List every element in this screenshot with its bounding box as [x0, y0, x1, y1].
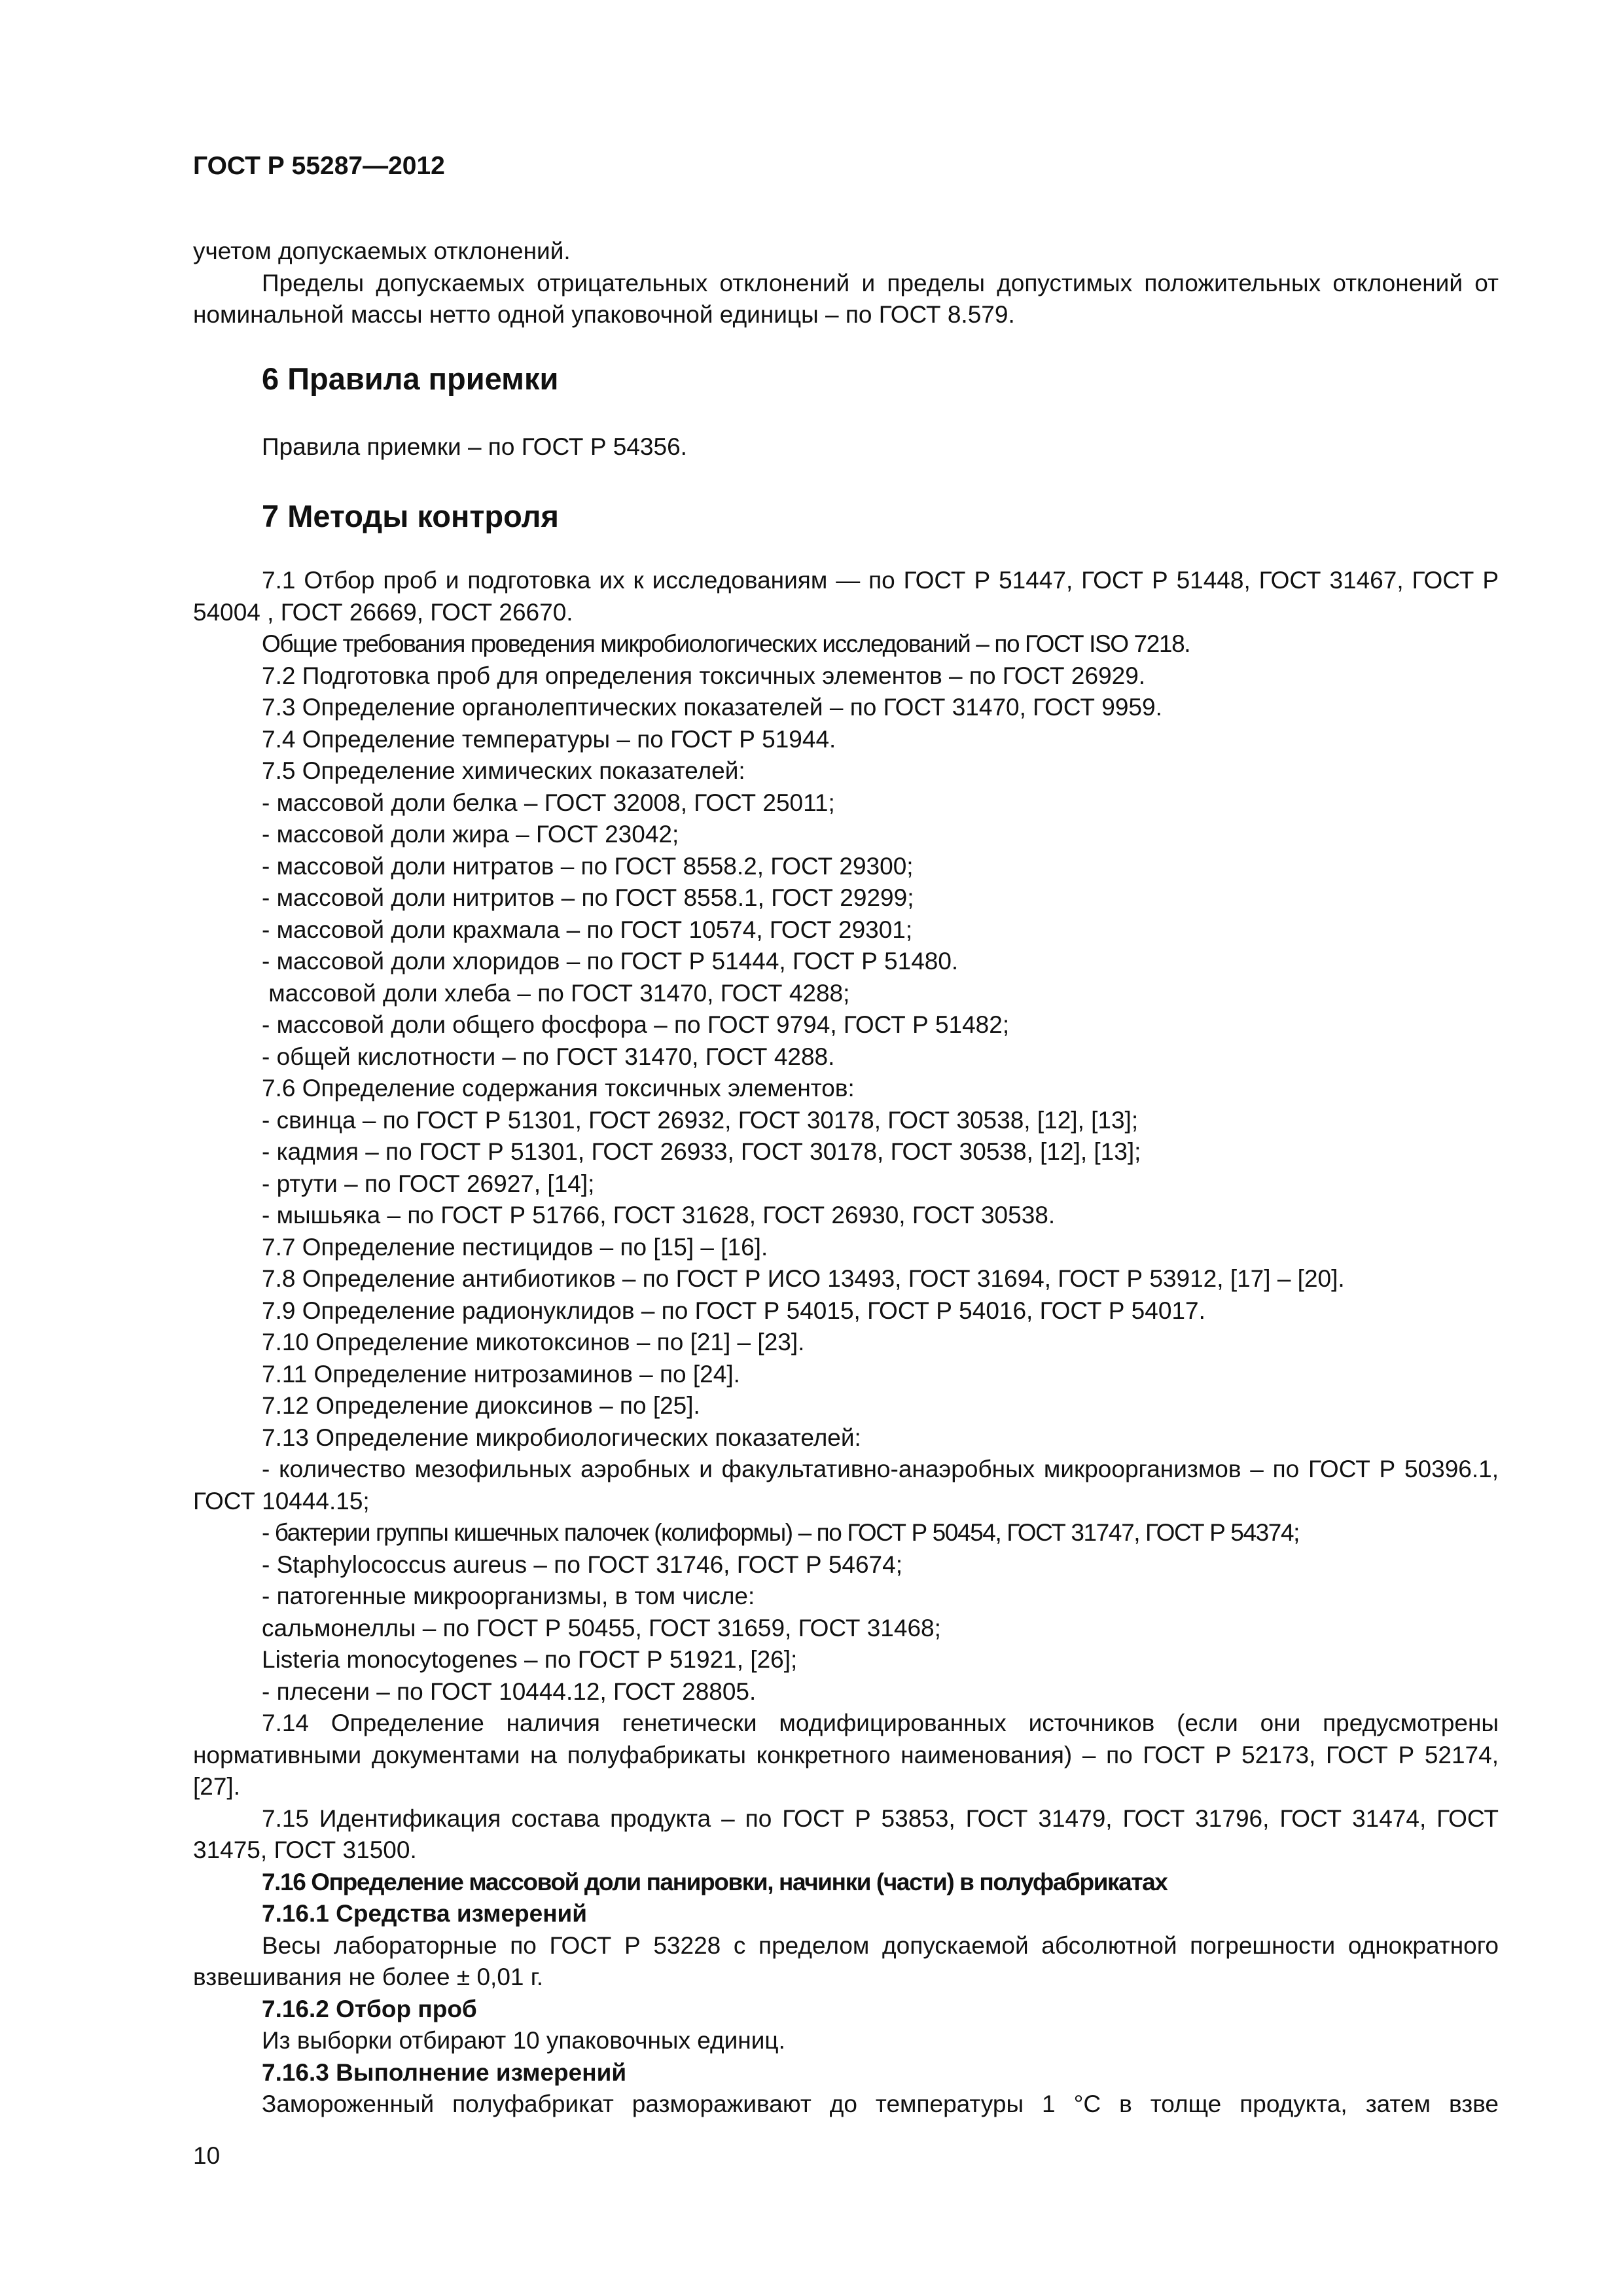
list-item: - бактерии группы кишечных палочек (колиформы) – по ГОСТ Р 50454, ГОСТ 31747, ГОСТ Р 54374;	[262, 1519, 1300, 1546]
list-item: - массовой доли крахмала – по ГОСТ 10574, ГОСТ 29301;	[262, 916, 913, 943]
clause-7-7: 7.7 Определение пестицидов – по [15] – [16].	[262, 1233, 768, 1261]
clause-7-16-2-heading: 7.16.2 Отбор проб	[262, 1995, 477, 2022]
section-6-heading: 6 Правила приемки	[262, 361, 559, 396]
list-item: - массовой доли общего фосфора – по ГОСТ 9794, ГОСТ Р 51482;	[262, 1011, 1010, 1038]
clause-7-14: 7.14 Определение наличия генетически модифицированных источников (если они предусмотрены нормативными документами на полуфабрикаты конкретного наименования) – по ГОСТ Р 52173, ГОСТ Р 52174, [27].	[193, 1710, 1499, 1800]
paragraph: Замороженный полуфабрикат размораживают до температуры 1 °С в толще продукта, затем взве	[262, 2090, 1499, 2117]
clause-7-1-general: Общие требования проведения микробиологических исследований – по ГОСТ ISO 7218.	[262, 630, 1190, 657]
list-item: - общей кислотности – по ГОСТ 31470, ГОСТ 4288.	[262, 1043, 835, 1070]
clause-7-13: 7.13 Определение микробиологических показателей:	[262, 1424, 861, 1451]
clause-7-15: 7.15 Идентификация состава продукта – по ГОСТ Р 53853, ГОСТ 31479, ГОСТ 31796, ГОСТ 31474, ГОСТ 31475, ГОСТ 31500.	[193, 1804, 1499, 1863]
list-item: - Staphylococcus aureus – по ГОСТ 31746, ГОСТ Р 54674;	[262, 1551, 902, 1578]
list-item: - массовой доли хлоридов – по ГОСТ Р 51444, ГОСТ Р 51480.	[262, 948, 959, 975]
list-item: - массовой доли жира – ГОСТ 23042;	[262, 821, 679, 848]
section-7-heading: 7 Методы контроля	[262, 499, 559, 533]
document-header: ГОСТ Р 55287—2012	[193, 152, 445, 180]
clause-7-3: 7.3 Определение органолептических показателей – по ГОСТ 31470, ГОСТ 9959.	[262, 694, 1162, 721]
paragraph: учетом допускаемых отклонений.	[193, 238, 571, 264]
clause-7-12: 7.12 Определение диоксинов – по [25].	[262, 1392, 700, 1419]
list-item: сальмонеллы – по ГОСТ Р 50455, ГОСТ 31659, ГОСТ 31468;	[262, 1614, 941, 1641]
list-item: - мышьяка – по ГОСТ Р 51766, ГОСТ 31628, ГОСТ 26930, ГОСТ 30538.	[262, 1202, 1056, 1229]
clause-7-2: 7.2 Подготовка проб для определения токсичных элементов – по ГОСТ 26929.	[262, 662, 1146, 689]
clause-7-1: 7.1 Отбор проб и подготовка их к исследованиям — по ГОСТ Р 51447, ГОСТ Р 51448, ГОСТ 31467, ГОСТ Р 54004 , ГОСТ 26669, ГОСТ 26670.	[193, 567, 1499, 626]
list-item: - ртути – по ГОСТ 26927, [14];	[262, 1170, 595, 1197]
page-content	[193, 236, 1499, 2121]
list-item: - кадмия – по ГОСТ Р 51301, ГОСТ 26933, ГОСТ 30178, ГОСТ 30538, [12], [13];	[262, 1138, 1141, 1165]
paragraph: Весы лабораторные по ГОСТ Р 53228 с пределом допускаемой абсолютной погрешности однократного взвешивания не более ± 0,01 г.	[193, 1931, 1499, 1990]
list-item: - массовой доли белка – ГОСТ 32008, ГОСТ 25011;	[262, 789, 835, 816]
paragraph: Пределы допускаемых отрицательных отклонений и пределы допустимых положительных отклонений от номинальной массы нетто одной упаковочной единицы – по ГОСТ 8.579.	[193, 269, 1499, 328]
clause-7-16-heading: 7.16 Определение массовой доли панировки, начинки (части) в полуфабрикатах	[262, 1868, 1168, 1895]
list-item: - плесени – по ГОСТ 10444.12, ГОСТ 28805.	[262, 1677, 757, 1705]
page-number: 10	[193, 2142, 221, 2169]
paragraph: Из выборки отбирают 10 упаковочных единиц.	[262, 2027, 785, 2054]
clause-7-16-3-heading: 7.16.3 Выполнение измерений	[262, 2058, 627, 2086]
list-item: массовой доли хлеба – по ГОСТ 31470, ГОСТ 4288;	[262, 979, 850, 1007]
clause-7-8: 7.8 Определение антибиотиков – по ГОСТ Р ИСО 13493, ГОСТ 31694, ГОСТ Р 53912, [17] – [20].	[262, 1265, 1345, 1292]
clause-7-10: 7.10 Определение микотоксинов – по [21] – [23].	[262, 1329, 805, 1355]
list-item: Listeria monocytogenes – по ГОСТ Р 51921, [26];	[262, 1646, 798, 1673]
clause-7-4: 7.4 Определение температуры – по ГОСТ Р 51944.	[262, 725, 836, 753]
list-item: - количество мезофильных аэробных и факультативно-анаэробных микроорганизмов – по ГОСТ Р 50396.1, ГОСТ 10444.15;	[193, 1456, 1499, 1515]
clause-7-16-1-heading: 7.16.1 Средства измерений	[262, 1900, 588, 1927]
paragraph: Правила приемки – по ГОСТ Р 54356.	[262, 433, 687, 460]
list-item: - патогенные микроорганизмы, в том числе:	[262, 1583, 755, 1609]
clause-7-5: 7.5 Определение химических показателей:	[262, 757, 745, 784]
clause-7-6: 7.6 Определение содержания токсичных элементов:	[262, 1075, 855, 1102]
list-item: - массовой доли нитритов – по ГОСТ 8558.1, ГОСТ 29299;	[262, 884, 914, 911]
list-item: - массовой доли нитратов – по ГОСТ 8558.2, ГОСТ 29300;	[262, 852, 914, 880]
list-item: - свинца – по ГОСТ Р 51301, ГОСТ 26932, ГОСТ 30178, ГОСТ 30538, [12], [13];	[262, 1106, 1139, 1134]
clause-7-9: 7.9 Определение радионуклидов – по ГОСТ Р 54015, ГОСТ Р 54016, ГОСТ Р 54017.	[262, 1297, 1205, 1324]
clause-7-11: 7.11 Определение нитрозаминов – по [24].	[262, 1360, 740, 1388]
